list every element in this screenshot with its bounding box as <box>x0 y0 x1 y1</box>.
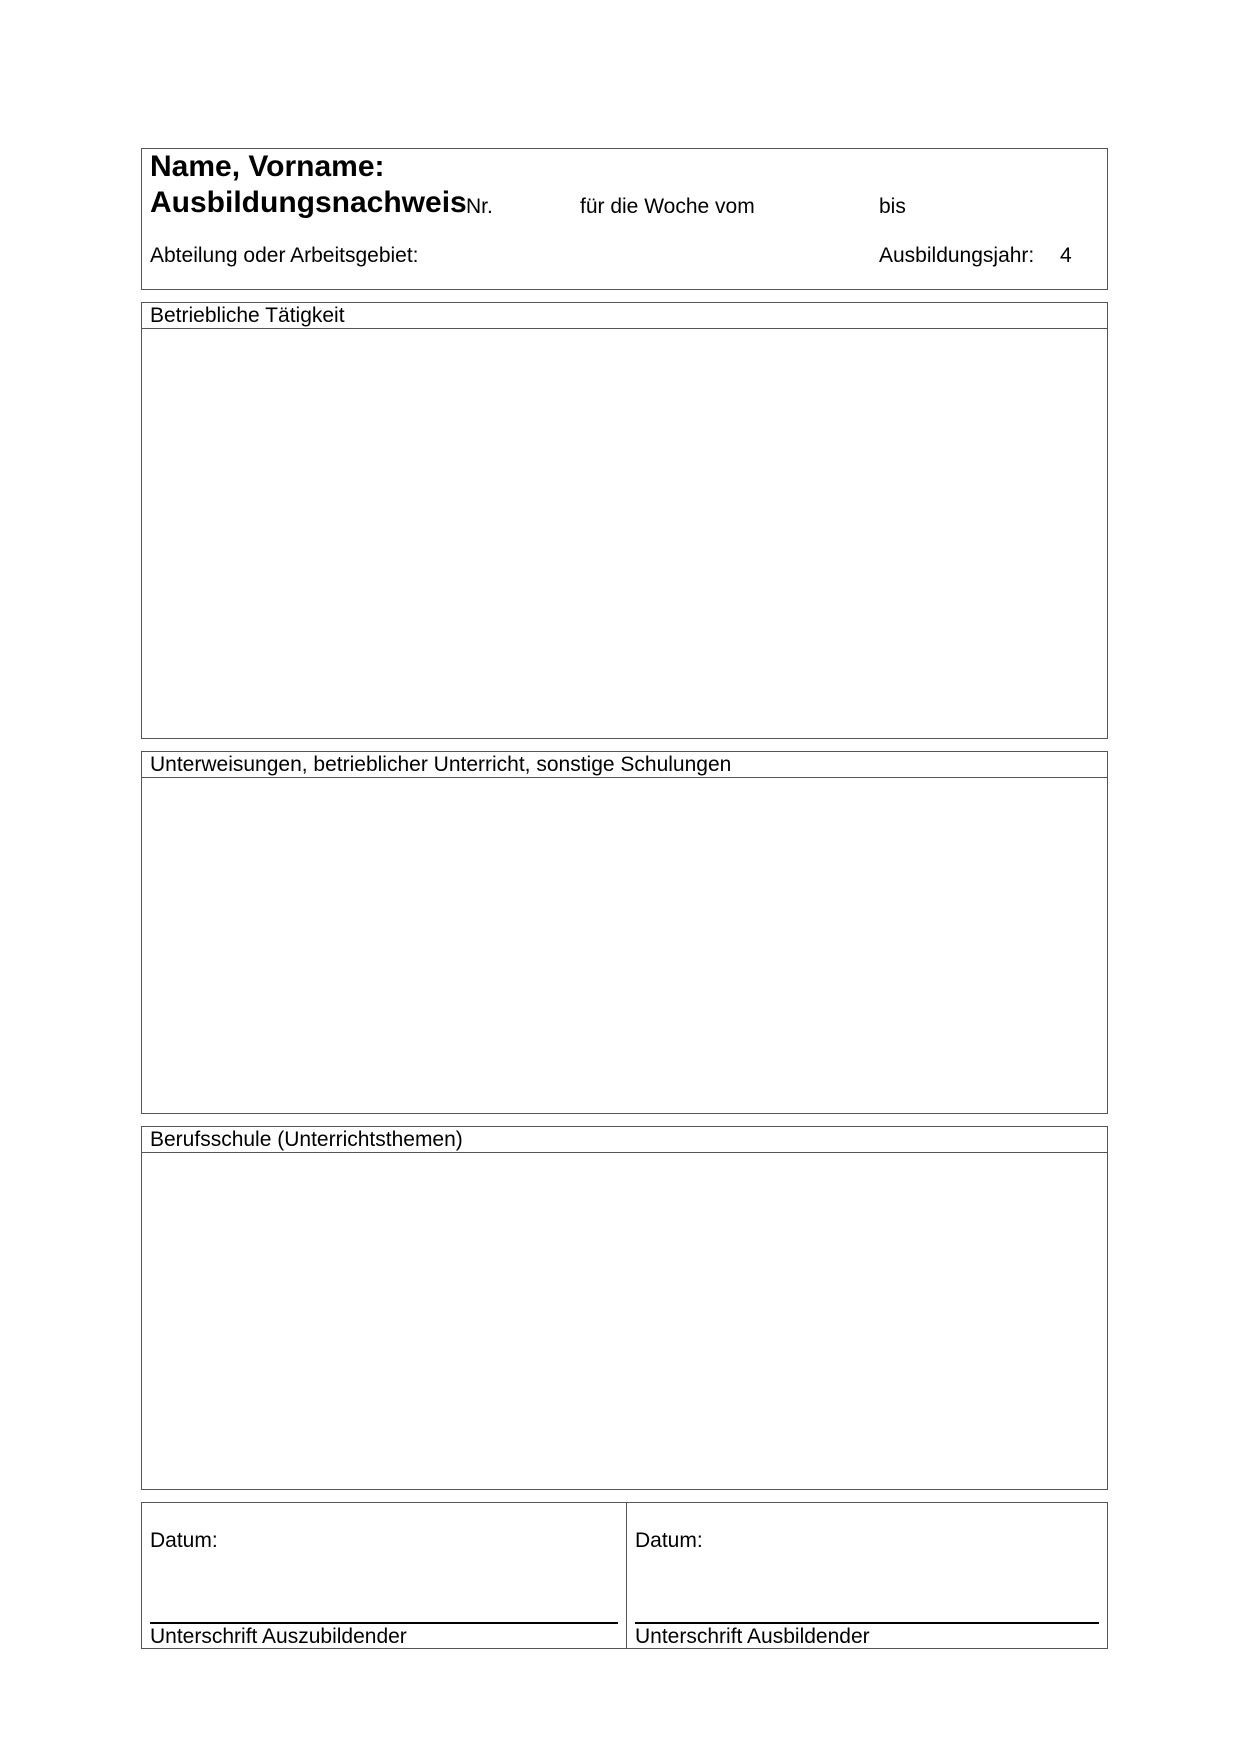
name-label: Name, Vorname: <box>150 150 385 183</box>
signature-trainee <box>142 1503 626 1648</box>
signature-box <box>141 1502 1108 1649</box>
section-vocational-school <box>141 1126 1108 1490</box>
header-box <box>141 148 1108 290</box>
section-header <box>142 303 1107 329</box>
date-label: Datum: <box>150 1529 218 1552</box>
week-to-label: bis <box>879 195 906 218</box>
signature-trainer <box>627 1503 1107 1648</box>
signature-caption: Unterschrift Ausbildender <box>635 1625 870 1648</box>
signature-line[interactable] <box>150 1622 618 1624</box>
section-header <box>142 752 1107 778</box>
signature-line[interactable] <box>635 1622 1099 1624</box>
section-title: Berufsschule (Unterrichtsthemen) <box>150 1128 463 1151</box>
section-body-field[interactable] <box>142 778 1107 1113</box>
training-year-value: 4 <box>1060 244 1072 267</box>
date-label: Datum: <box>635 1529 703 1552</box>
section-title: Unterweisungen, betrieblicher Unterricht, sonstige Schulungen <box>150 753 732 776</box>
section-body-field[interactable] <box>142 1153 1107 1489</box>
signature-caption: Unterschrift Auszubildender <box>150 1625 407 1648</box>
department-label: Abteilung oder Arbeitsgebiet: <box>150 244 419 267</box>
training-year-label: Ausbildungsjahr: <box>879 244 1035 267</box>
document-title: Ausbildungsnachweis <box>150 186 467 219</box>
week-from-label: für die Woche vom <box>580 195 755 218</box>
section-body-field[interactable] <box>142 329 1107 738</box>
section-operational-activity <box>141 302 1108 739</box>
section-title: Betriebliche Tätigkeit <box>150 304 345 327</box>
section-instructions <box>141 751 1108 1114</box>
section-header <box>142 1127 1107 1153</box>
nr-label: Nr. <box>466 195 493 218</box>
